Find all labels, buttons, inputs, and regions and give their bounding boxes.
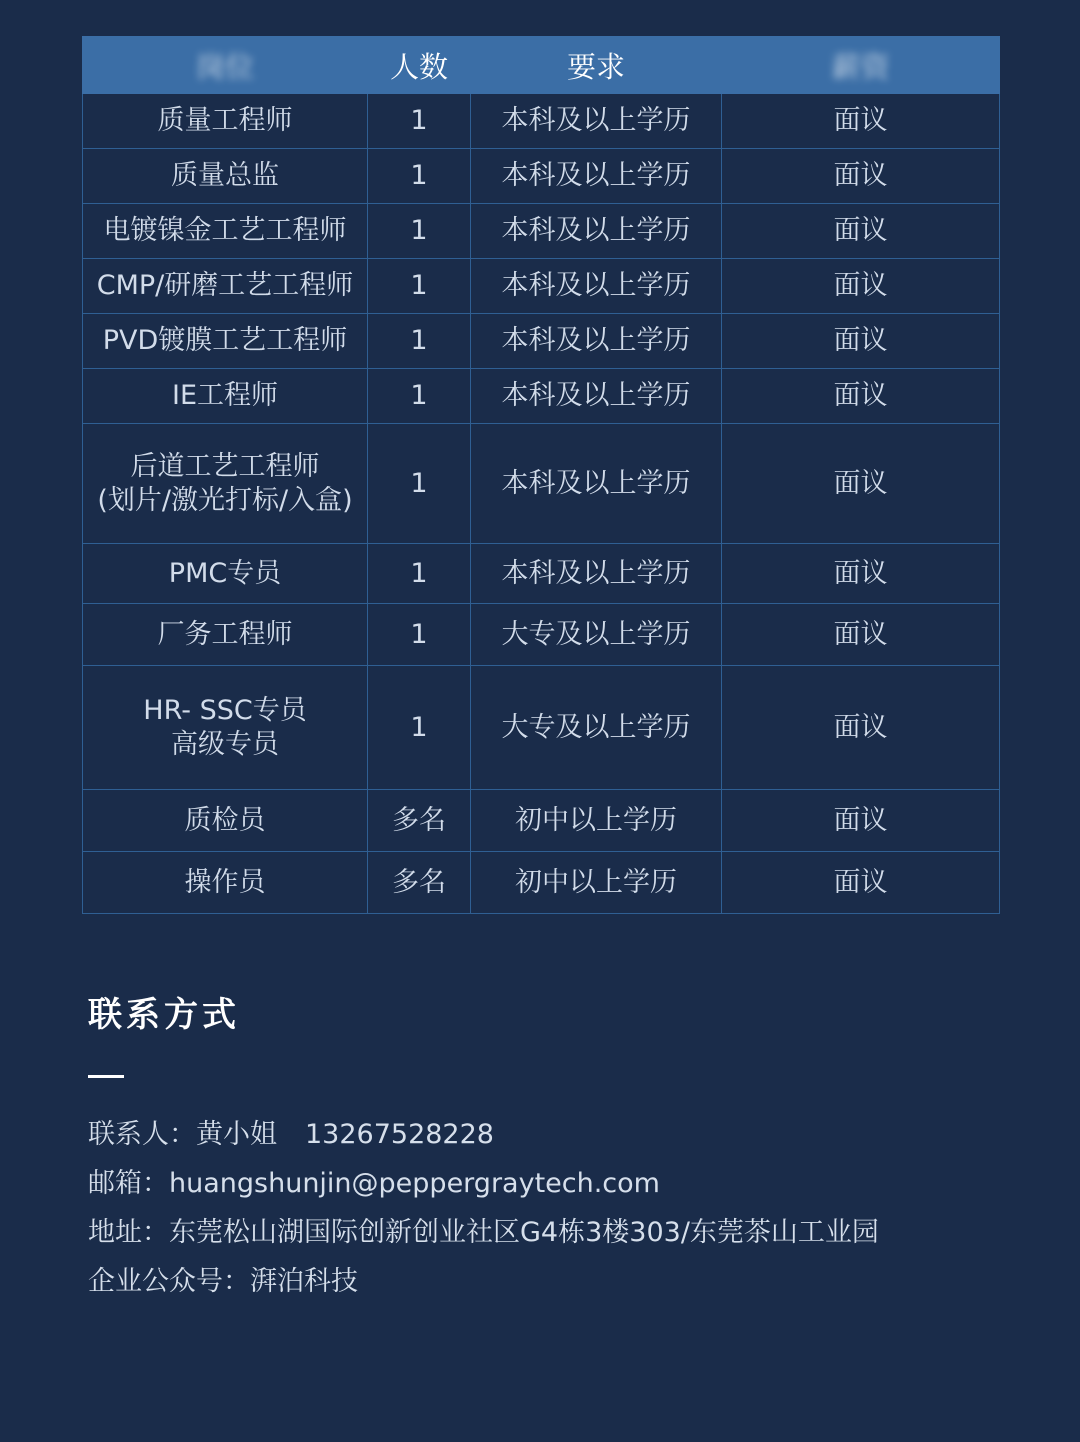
table-row <box>83 790 1000 852</box>
cell-requirement: 本科及以上学历 <box>471 369 722 424</box>
cell-salary: 面议 <box>722 666 1000 790</box>
cell-position <box>83 544 368 604</box>
job-table <box>82 36 1000 914</box>
position-line: CMP/研磨工艺工程师 <box>96 270 354 301</box>
contact-email[interactable]: huangshunjin@peppergraytech.com <box>169 1168 660 1199</box>
cell-position <box>83 149 368 204</box>
cell-position <box>83 259 368 314</box>
cell-count: 1 <box>368 149 471 204</box>
cell-count: 1 <box>368 204 471 259</box>
cell-position <box>83 94 368 149</box>
contact-address: 东莞松山湖国际创新创业社区G4栋3楼303/东莞茶山工业园 <box>169 1217 879 1248</box>
cell-requirement: 本科及以上学历 <box>471 424 722 544</box>
contact-title: 联系方式 <box>88 995 240 1035</box>
cell-salary: 面议 <box>722 259 1000 314</box>
table-row <box>83 424 1000 544</box>
cell-requirement: 本科及以上学历 <box>471 544 722 604</box>
cell-requirement: 本科及以上学历 <box>471 204 722 259</box>
cell-position <box>83 604 368 666</box>
contact-person-name: 黄小姐 <box>196 1119 277 1150</box>
contact-email-line <box>88 1159 1048 1208</box>
table-row <box>83 369 1000 424</box>
cell-requirement: 初中以上学历 <box>471 852 722 914</box>
table-header-row <box>83 37 1000 94</box>
cell-position <box>83 424 368 544</box>
cell-count: 1 <box>368 424 471 544</box>
cell-salary: 面议 <box>722 149 1000 204</box>
cell-salary: 面议 <box>722 790 1000 852</box>
cell-count: 1 <box>368 314 471 369</box>
contact-section <box>88 990 1048 1306</box>
header-position: 岗位 <box>83 37 368 94</box>
cell-requirement: 本科及以上学历 <box>471 259 722 314</box>
contact-phone[interactable]: 13267528228 <box>305 1119 494 1150</box>
cell-salary: 面议 <box>722 852 1000 914</box>
table-row <box>83 314 1000 369</box>
position-line: IE工程师 <box>171 380 279 411</box>
contact-person-line <box>88 1110 1048 1159</box>
position-line: 质量工程师 <box>157 105 293 136</box>
contact-email-label: 邮箱： <box>88 1168 169 1199</box>
cell-requirement: 本科及以上学历 <box>471 314 722 369</box>
cell-count: 1 <box>368 666 471 790</box>
cell-position <box>83 369 368 424</box>
header-requirement: 要求 <box>471 37 722 94</box>
position-line: 质量总监 <box>171 160 279 191</box>
position-line: 高级专员 <box>171 728 279 760</box>
cell-count: 1 <box>368 94 471 149</box>
job-table-container <box>82 36 999 914</box>
header-salary: 薪资 <box>722 37 1000 94</box>
cell-position <box>83 314 368 369</box>
position-line: PVD镀膜工艺工程师 <box>102 325 348 356</box>
table-row <box>83 259 1000 314</box>
header-count: 人数 <box>368 37 471 94</box>
contact-wechat-line <box>88 1257 1048 1306</box>
cell-count: 1 <box>368 369 471 424</box>
contact-wechat-label: 企业公众号： <box>88 1266 250 1297</box>
cell-position <box>83 852 368 914</box>
position-line: (划片/激光打标/入盒) <box>97 484 353 516</box>
contact-person-label: 联系人： <box>88 1119 196 1150</box>
table-row <box>83 544 1000 604</box>
position-line: 电镀镍金工艺工程师 <box>103 215 347 246</box>
cell-salary: 面议 <box>722 204 1000 259</box>
cell-salary: 面议 <box>722 604 1000 666</box>
position-line: 厂务工程师 <box>157 618 293 650</box>
contact-lines <box>88 1110 1048 1306</box>
position-line: PMC专员 <box>168 557 282 589</box>
table-row <box>83 852 1000 914</box>
cell-position <box>83 790 368 852</box>
position-line: 后道工艺工程师 <box>130 450 320 482</box>
table-row <box>83 666 1000 790</box>
table-row <box>83 604 1000 666</box>
cell-position <box>83 204 368 259</box>
cell-position <box>83 666 368 790</box>
contact-wechat: 湃泊科技 <box>250 1266 358 1297</box>
position-line: HR- SSC专员 <box>143 694 307 726</box>
cell-requirement: 大专及以上学历 <box>471 666 722 790</box>
table-row <box>83 149 1000 204</box>
table-row <box>83 204 1000 259</box>
cell-count: 多名 <box>368 852 471 914</box>
contact-address-label: 地址： <box>88 1217 169 1248</box>
cell-requirement: 本科及以上学历 <box>471 94 722 149</box>
cell-salary: 面议 <box>722 424 1000 544</box>
position-line: 质检员 <box>184 804 266 836</box>
title-divider <box>88 1075 124 1078</box>
cell-count: 1 <box>368 544 471 604</box>
position-line: 操作员 <box>184 866 266 898</box>
cell-count: 1 <box>368 259 471 314</box>
cell-requirement: 本科及以上学历 <box>471 149 722 204</box>
cell-salary: 面议 <box>722 94 1000 149</box>
cell-salary: 面议 <box>722 314 1000 369</box>
cell-salary: 面议 <box>722 544 1000 604</box>
cell-salary: 面议 <box>722 369 1000 424</box>
cell-requirement: 初中以上学历 <box>471 790 722 852</box>
cell-count: 1 <box>368 604 471 666</box>
cell-requirement: 大专及以上学历 <box>471 604 722 666</box>
cell-count: 多名 <box>368 790 471 852</box>
contact-address-line <box>88 1208 1048 1257</box>
table-row <box>83 94 1000 149</box>
